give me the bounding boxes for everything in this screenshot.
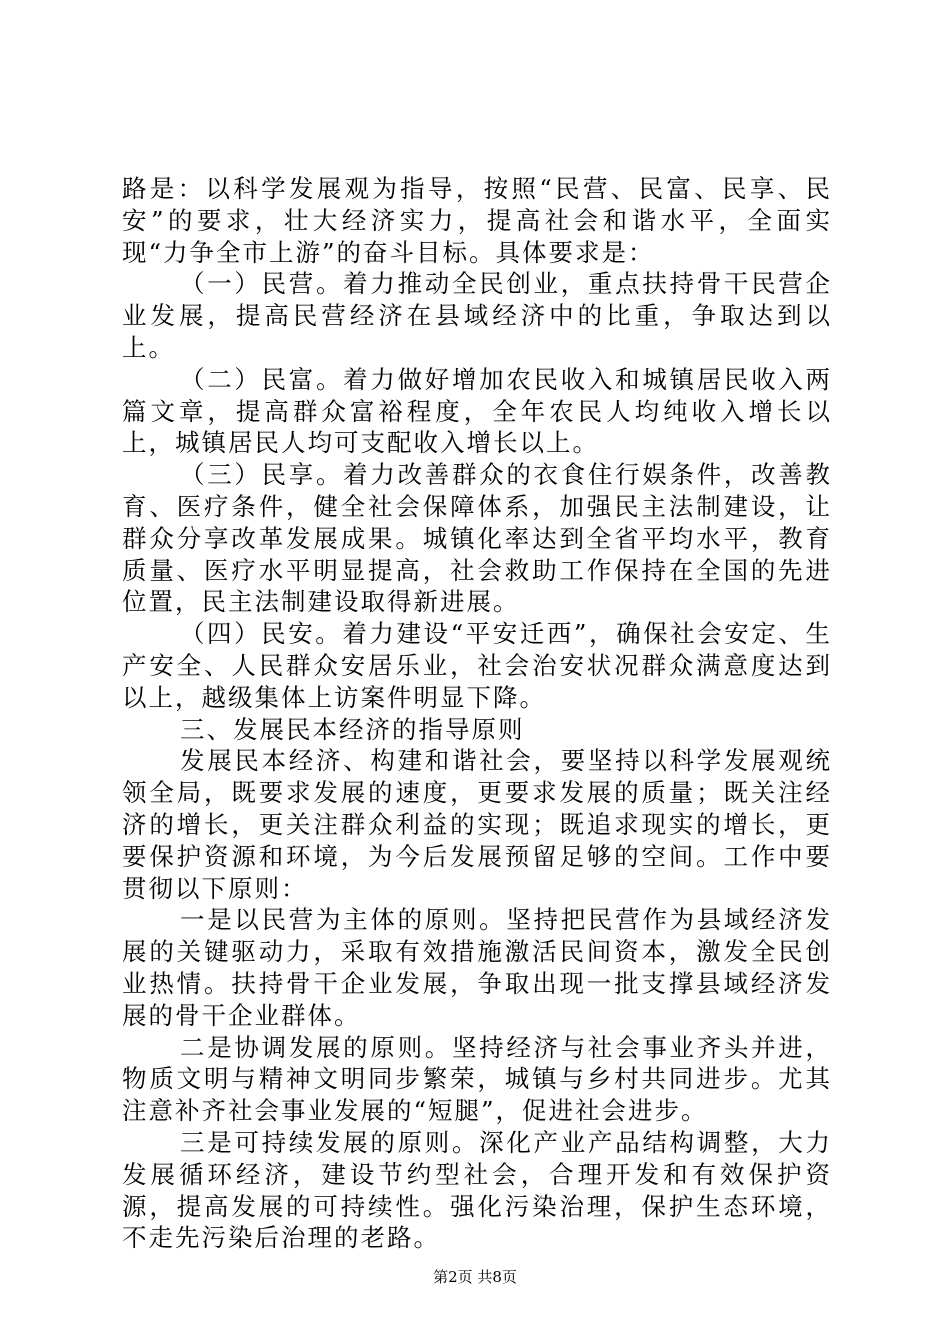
paragraph-minxiang: （三）民享。着力改善群众的衣食住行娱条件，改善教育、医疗条件，健全社会保障体系，加强民主法制建设，让群众分享改革发展成果。城镇化率达到全省平均水平，教育质量、医疗水平明显提高，社会救助工作保持在全国的先进位置，民主法制建设取得新进展。: [122, 460, 832, 617]
section-heading-principles: 三、发展民本经济的指导原则: [180, 714, 525, 744]
paragraph-minfu: （二）民富。着力做好增加农民收入和城镇居民收入两篇文章，提高群众富裕程度，全年农民人均纯收入增长以上，城镇居民人均可支配收入增长以上。: [122, 364, 832, 458]
paragraph-principle-two: 二是协调发展的原则。坚持经济与社会事业齐头并进，物质文明与精神文明同步繁荣，城镇与乡村共同进步。尤其注意补齐社会事业发展的“短腿”，促进社会进步。: [122, 1032, 832, 1126]
paragraph-minying: （一）民营。着力推动全民创业，重点扶持骨干民营企业发展，提高民营经济在县域经济中的比重，争取达到以上。: [122, 269, 832, 362]
paragraph-minan: （四）民安。着力建设“平安迁西”，确保社会安定、生产安全、人民群众安居乐业，社会治安状况群众满意度达到以上，越级集体上访案件明显下降。: [122, 619, 832, 712]
paragraph-principle-three: 三是可持续发展的原则。深化产业产品结构调整，大力发展循环经济，建设节约型社会，合理开发和有效保护资源，提高发展的可持续性。强化污染治理，保护生态环境，不走先污染后治理的老路。: [122, 1127, 832, 1253]
paragraph-principles-intro: 发展民本经济、构建和谐社会，要坚持以科学发展观统领全局，既要求发展的速度，更要求发展的质量；既关注经济的增长，更关注群众利益的实现；既追求现实的增长，更要保护资源和环境，为今后发展预留足够的空间。工作中要贯彻以下原则：: [122, 746, 832, 903]
paragraph-principle-one: 一是以民营为主体的原则。坚持把民营作为县域经济发展的关键驱动力，采取有效措施激活民间资本，激发全民创业热情。扶持骨干企业发展，争取出现一批支撑县域经济发展的骨干企业群体。: [122, 905, 832, 1030]
page-footer: [0, 1267, 950, 1287]
paragraph-continuation: 路是：以科学发展观为指导，按照“民营、民富、民享、民安”的要求，壮大经济实力，提高社会和谐水平，全面实现“力争全市上游”的奋斗目标。具体要求是：: [122, 174, 832, 267]
document-body: [122, 173, 832, 1254]
page-number: 第2页 共8页: [433, 1268, 517, 1286]
